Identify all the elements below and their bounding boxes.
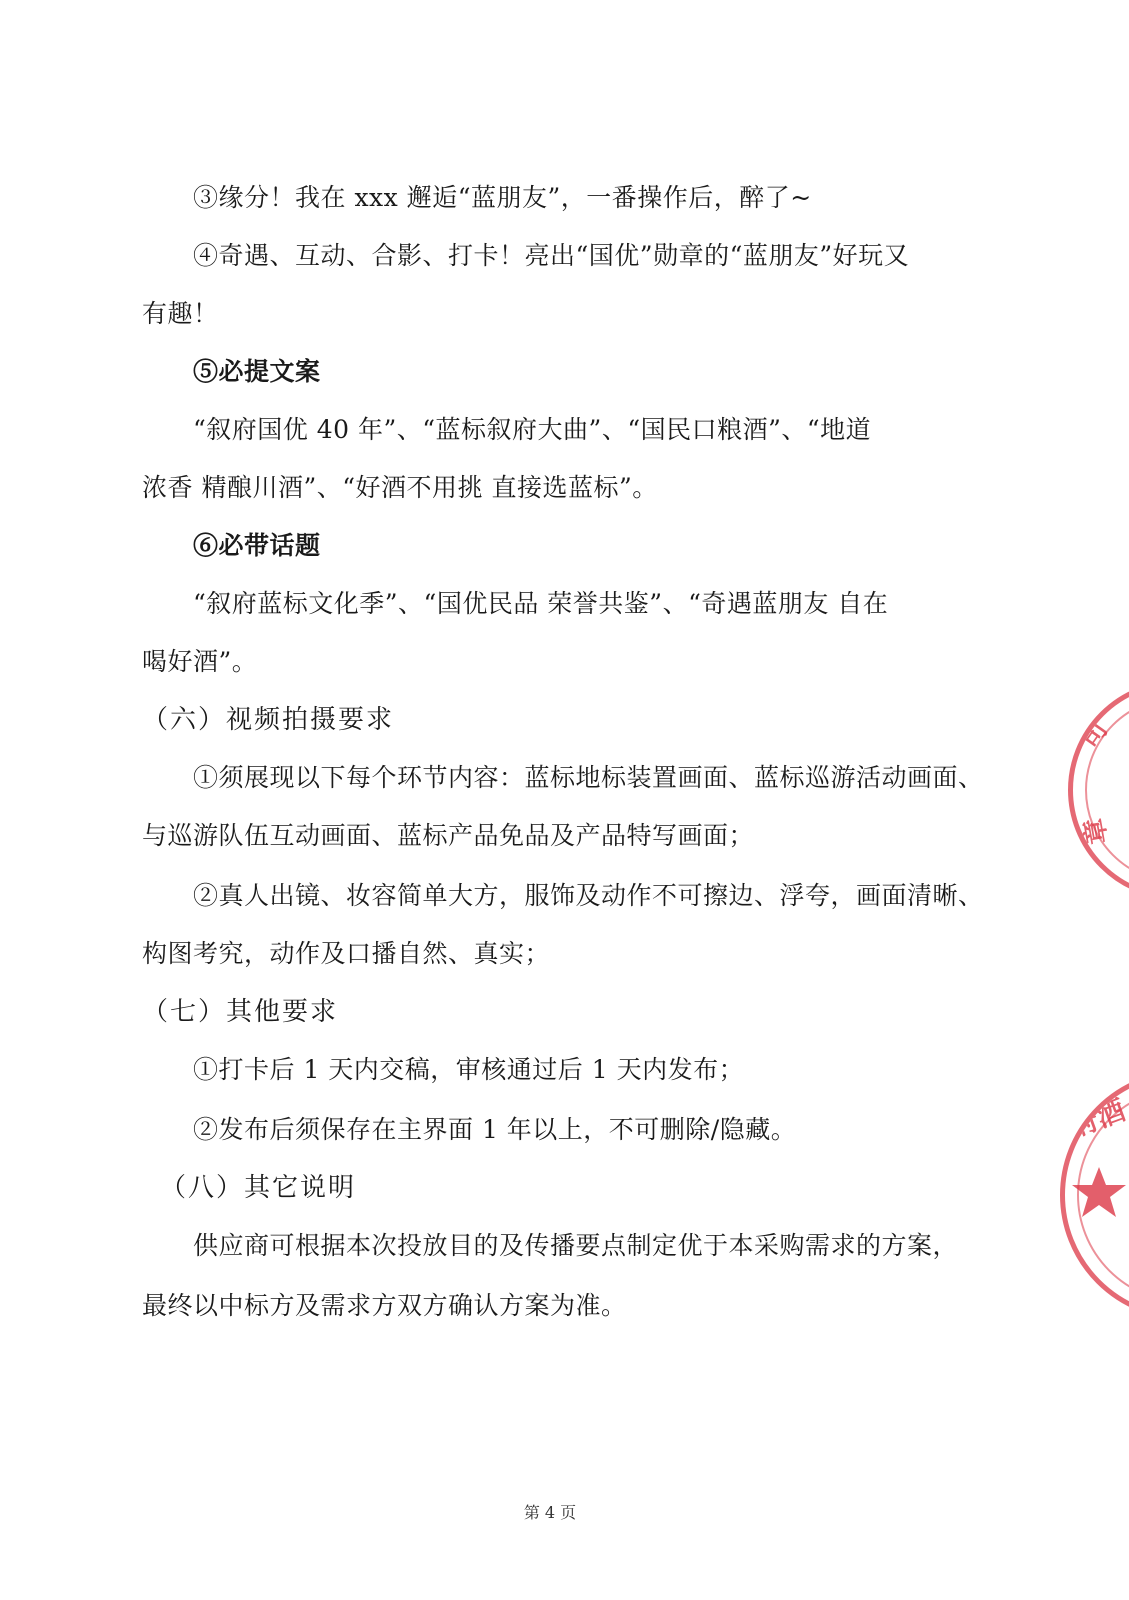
paragraph-line: 供应商可根据本次投放目的及传播要点制定优于本采购需求的方案， bbox=[193, 1231, 959, 1260]
official-seal-lower bbox=[1060, 1070, 1129, 1320]
paragraph-line: “叙府国优 40 年”、“蓝标叙府大曲”、“国民口粮酒”、“地道 bbox=[193, 415, 872, 444]
paragraph-line: 有趣！ bbox=[142, 299, 219, 328]
paragraph-line: 喝好酒”。 bbox=[142, 647, 258, 676]
section-heading: （六）视频拍摄要求 bbox=[142, 705, 395, 735]
section-heading: （七）其他要求 bbox=[142, 997, 339, 1027]
seal-fragment-text: 府酒 bbox=[1065, 1093, 1129, 1144]
paragraph-line: “叙府蓝标文化季”、“国优民品 荣誉共鉴”、“奇遇蓝朋友 自在 bbox=[193, 589, 889, 618]
paragraph-line: ④奇遇、互动、合影、打卡！亮出“国优”勋章的“蓝朋友”好玩又 bbox=[193, 241, 910, 270]
paragraph-line: ①打卡后 1 天内交稿，审核通过后 1 天内发布； bbox=[193, 1055, 745, 1084]
page-number: 第 4 页 bbox=[523, 1503, 577, 1522]
seal-code-text: 5541 bbox=[1077, 1287, 1113, 1300]
paragraph-line: 构图考究，动作及口播自然、真实； bbox=[142, 939, 551, 968]
section-subheading: ⑤必提文案 bbox=[193, 357, 321, 386]
paragraph-line: 浓香 精酿川酒”、“好酒不用挑 直接选蓝标”。 bbox=[142, 473, 658, 502]
paragraph-line: 最终以中标方及需求方双方确认方案为准。 bbox=[142, 1291, 627, 1320]
section-heading: （八）其它说明 bbox=[160, 1173, 357, 1203]
paragraph-line: 与巡游队伍互动画面、蓝标产品免品及产品特写画面； bbox=[142, 821, 755, 850]
seal-fragment-text: 司 bbox=[1074, 715, 1114, 755]
paragraph-line: ①须展现以下每个环节内容：蓝标地标装置画面、蓝标巡游活动画面、 bbox=[193, 763, 984, 792]
official-seal-upper bbox=[1068, 680, 1129, 900]
paragraph-line: ③缘分！我在 xxx 邂逅“蓝朋友”，一番操作后，醉了~ bbox=[193, 183, 812, 212]
paragraph-line: ②真人出镜、妆容简单大方，服饰及动作不可擦边、浮夸，画面清晰、 bbox=[193, 881, 984, 910]
star-icon bbox=[1069, 1163, 1129, 1223]
paragraph-line: ②发布后须保存在主界面 1 年以上，不可删除/隐藏。 bbox=[193, 1115, 797, 1144]
seal-fragment-text: 章 bbox=[1079, 815, 1114, 847]
section-subheading: ⑥必带话题 bbox=[193, 531, 321, 560]
